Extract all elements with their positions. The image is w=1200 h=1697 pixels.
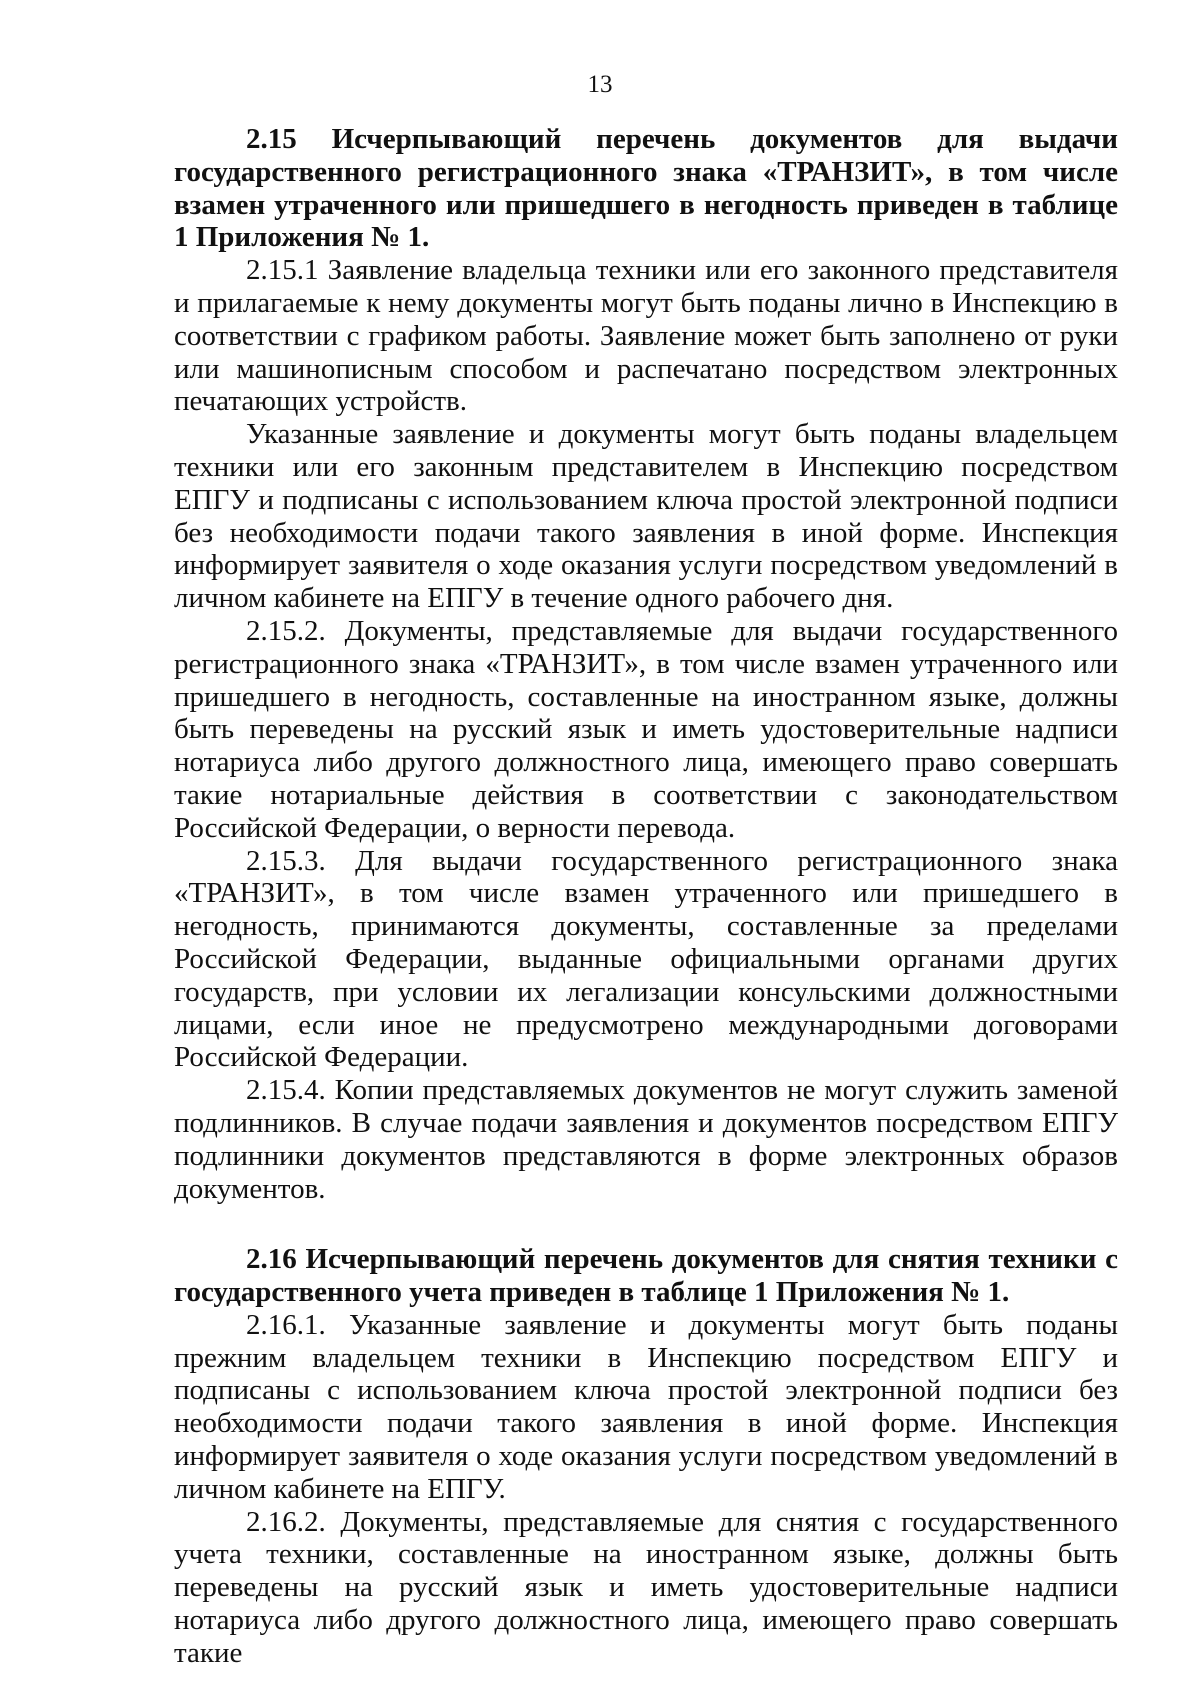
paragraph-2-16-1: 2.16.1. Указанные заявление и документы могут быть поданы прежним владельцем техники в Инспекцию посредством ЕПГУ и подписаны с использованием ключа простой электронной подписи без необходимости подачи такого заявления в иной форме. Инспекция информирует заявителя о ходе оказания услуги посредством уведомлений в личном кабинете на ЕПГУ. bbox=[174, 1308, 1118, 1505]
paragraph-2-15-2: 2.15.2. Документы, представляемые для выдачи государственного регистрационного знака «ТРАНЗИТ», в том числе взамен утраченного или пришедшего в негодность, составленные на иностранном языке, должны быть переведены на русский язык и иметь удостоверительные надписи нотариуса либо другого должностного лица, имеющего право совершать такие нотариальные действия в соответствии с законодательством Российской Федерации, о верности перевода. bbox=[174, 614, 1118, 844]
paragraph-2-15-4: 2.15.4. Копии представляемых документов не могут служить заменой подлинников. В случае подачи заявления и документов посредством ЕПГУ подлинники документов представляются в форме электронных образов документов. bbox=[174, 1074, 1118, 1205]
paragraph-2-15-1-continued: Указанные заявление и документы могут быть поданы владельцем техники или его законным представителем в Инспекцию посредством ЕПГУ и подписаны с использованием ключа простой электронной подписи без необходимости подачи такого заявления в иной форме. Инспекция информирует заявителя о ходе оказания услуги посредством уведомлений в личном кабинете на ЕПГУ в течение одного рабочего дня. bbox=[174, 418, 1118, 615]
page-number: 13 bbox=[587, 71, 613, 98]
document-body bbox=[174, 123, 1118, 1670]
paragraph-2-15-1: 2.15.1 Заявление владельца техники или его законного представителя и прилагаемые к нему документы могут быть поданы лично в Инспекцию в соответствии с графиком работы. Заявление может быть заполнено от руки или машинописным способом и распечатано посредством электронных печатающих устройств. bbox=[174, 254, 1118, 418]
paragraph-2-16-2: 2.16.2. Документы, представляемые для снятия с государственного учета техники, составленные на иностранном языке, должны быть переведены на русский язык и иметь удостоверительные надписи нотариуса либо другого должностного лица, имеющего право совершать такие bbox=[174, 1505, 1118, 1669]
section-2-15-heading: 2.15 Исчерпывающий перечень документов для выдачи государственного регистрационного знака «ТРАНЗИТ», в том числе взамен утраченного или пришедшего в негодность приведен в таблице 1 Приложения № 1. bbox=[174, 123, 1118, 254]
paragraph-2-15-3: 2.15.3. Для выдачи государственного регистрационного знака «ТРАНЗИТ», в том числе взамен утраченного или пришедшего в негодность, принимаются документы, составленные за пределами Российской Федерации, выданные официальными органами других государств, при условии их легализации консульскими должностными лицами, если иное не предусмотрено международными договорами Российской Федерации. bbox=[174, 844, 1118, 1074]
section-2-16-heading: 2.16 Исчерпывающий перечень документов для снятия техники с государственного учета приведен в таблице 1 Приложения № 1. bbox=[174, 1243, 1118, 1309]
